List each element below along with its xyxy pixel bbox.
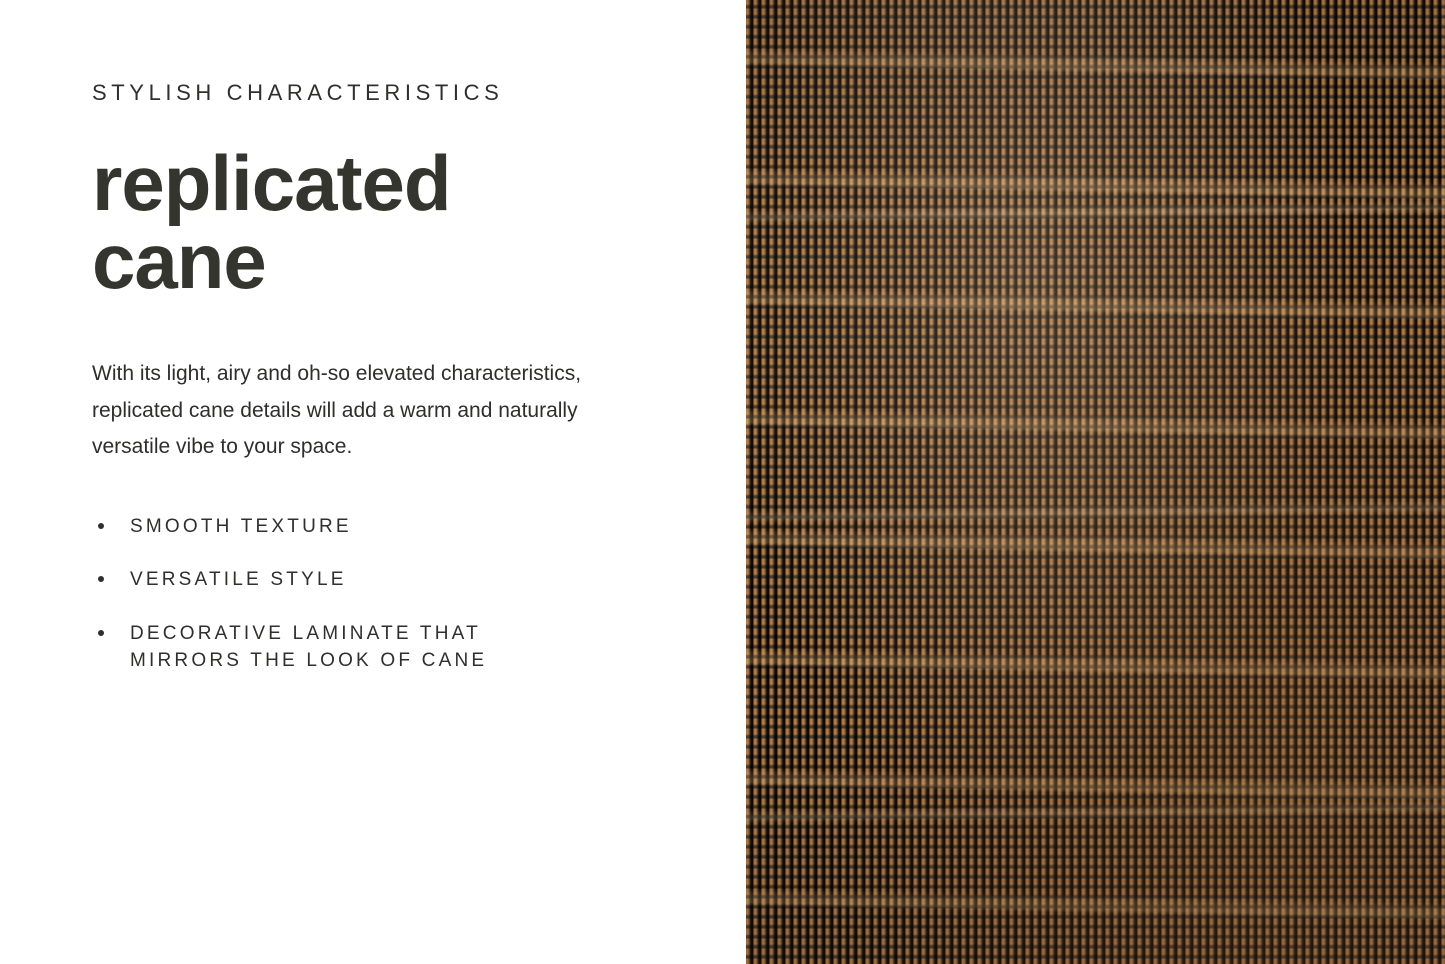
list-item	[92, 513, 686, 541]
eyebrow-label: STYLISH CHARACTERISTICS	[92, 80, 504, 105]
headline-line-1: replicated	[92, 139, 451, 228]
list-item-line-1: SMOOTH TEXTURE	[130, 515, 352, 537]
list-item	[92, 620, 686, 675]
body-paragraph: With its light, airy and oh-so elevated characteristics, replicated cane details will add a warm and naturally versatile vibe to your space.	[92, 362, 582, 458]
weave-slub-layer	[746, 0, 1445, 964]
list-item-line-1: DECORATIVE LAMINATE THAT	[130, 622, 481, 644]
list-item	[92, 566, 686, 594]
headline-line-2: cane	[92, 217, 266, 306]
feature-list	[92, 513, 686, 675]
page-title	[92, 139, 562, 306]
cane-texture-image	[746, 0, 1445, 964]
list-item-line-1: VERSATILE STYLE	[130, 569, 347, 591]
list-item-line-2: MIRRORS THE LOOK OF CANE	[130, 650, 488, 672]
